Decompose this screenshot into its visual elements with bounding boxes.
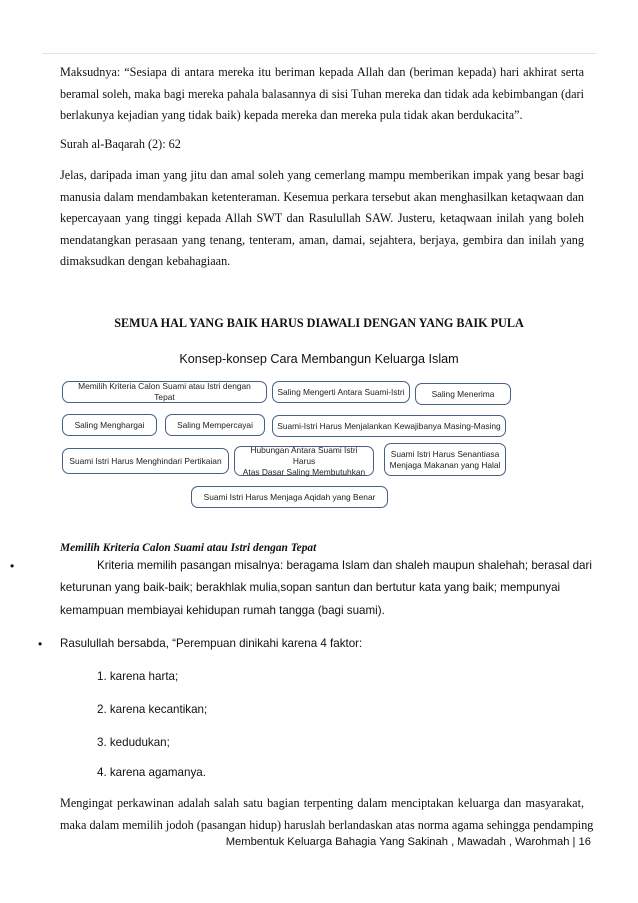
text-line: Mengingat perkawinan adalah salah satu bagian terpenting dalam menciptakan keluarga dan masyarakat, xyxy=(60,796,584,810)
text-line: kepercayaan yang tinggi kepada Allah SWT dan Rasulullah SAW. Justeru, ketaqwaan inilah yang boleh xyxy=(60,211,584,225)
factor-item: 3. kedudukan; xyxy=(97,736,170,749)
concept-box-aqidah: Suami Istri Harus Menjaga Aqidah yang Benar xyxy=(191,486,388,508)
factor-item: 4. karena agamanya. xyxy=(97,766,206,779)
paragraph-closing xyxy=(60,793,594,836)
concept-box-criteria: Memilih Kriteria Calon Suami atau Istri dengan Tepat xyxy=(62,381,267,403)
text-line: berlakunya kejadian yang tidak baik) kepada mereka dan mereka pula tidak akan berdukacita”. xyxy=(60,108,523,122)
top-rule xyxy=(42,53,596,54)
concept-box-trusting: Saling Mempercayai xyxy=(165,414,265,436)
criteria-line-3: kemampuan membiayai kehidupan rumah tangga (bagi suami). xyxy=(60,604,385,617)
page-footer: Membentuk Keluarga Bahagia Yang Sakinah , Mawadah , Warohmah | 16 xyxy=(225,836,591,848)
hadith-intro: Rasulullah bersabda, “Perempuan dinikahi karena 4 faktor: xyxy=(60,637,363,650)
factor-item: 1. karena harta; xyxy=(97,670,179,683)
concept-box-halal-food: Suami Istri Harus Senantiasa Menjaga Makanan yang Halal xyxy=(384,443,506,476)
concept-box-understanding: Saling Mengerti Antara Suami-Istri xyxy=(272,381,410,403)
text-line: beramal soleh, maka bagi mereka pahala balasannya di sisi Tuhan mereka dan tidak ada kebimbangan (dari xyxy=(60,86,584,101)
section-heading: SEMUA HAL YANG BAIK HARUS DIAWALI DENGAN YANG BAIK PULA xyxy=(114,316,524,330)
concept-box-avoid-conflict: Suami Istri Harus Menghindari Pertikaian xyxy=(62,448,229,474)
subsection-heading: Memilih Kriteria Calon Suami atau Istri dengan Tepat xyxy=(60,542,317,554)
concept-box-obligations: Suami-Istri Harus Menjalankan Kewajibanya Masing-Masing xyxy=(272,415,506,437)
bullet-marker: • xyxy=(10,559,15,573)
text-line: mendatangkan perasaan yang tenang, tenteram, aman, damai, sejahtera, berjaya, gembira dan inilah yang xyxy=(60,232,584,247)
diagram-title: Konsep-konsep Cara Membangun Keluarga Islam xyxy=(179,352,459,366)
factor-item: 2. karena kecantikan; xyxy=(97,703,208,716)
criteria-line-1: Kriteria memilih pasangan misalnya: beragama Islam dan shaleh maupun shalehah; berasal dari xyxy=(97,559,592,572)
text-line: manusia dalam mendambakan ketenteraman. Kesemua perkara tersebut akan menghasilkan ketaqwaan dan xyxy=(60,189,584,204)
concept-box-mutual-need: Hubungan Antara Suami Istri Harus Atas Dasar Saling Membutuhkan xyxy=(234,446,374,476)
criteria-line-2: keturunan yang baik-baik; berakhlak mulia,sopan santun dan bertutur kata yang baik; mempunyai xyxy=(60,581,561,594)
surah-reference: Surah al-Baqarah (2): 62 xyxy=(60,137,181,151)
text-line: dimaksudkan dengan kebahagiaan. xyxy=(60,254,231,268)
text-line: Maksudnya: “Sesiapa di antara mereka itu beriman kepada Allah dan (beriman kepada) hari akhirat serta xyxy=(60,65,584,79)
text-line: maka dalam memilih jodoh (pasangan hidup) haruslah berlandaskan atas norma agama sehingga pendamping xyxy=(60,817,594,832)
paragraph-explanation xyxy=(60,165,584,273)
text-line: Jelas, daripada iman yang jitu dan amal soleh yang cemerlang mampu memberikan impak yang besar bagi xyxy=(60,168,584,182)
concept-box-accepting: Saling Menerima xyxy=(415,383,511,405)
paragraph-translation xyxy=(60,62,584,127)
bullet-marker: • xyxy=(38,637,43,651)
concept-box-respecting: Saling Menghargai xyxy=(62,414,157,436)
